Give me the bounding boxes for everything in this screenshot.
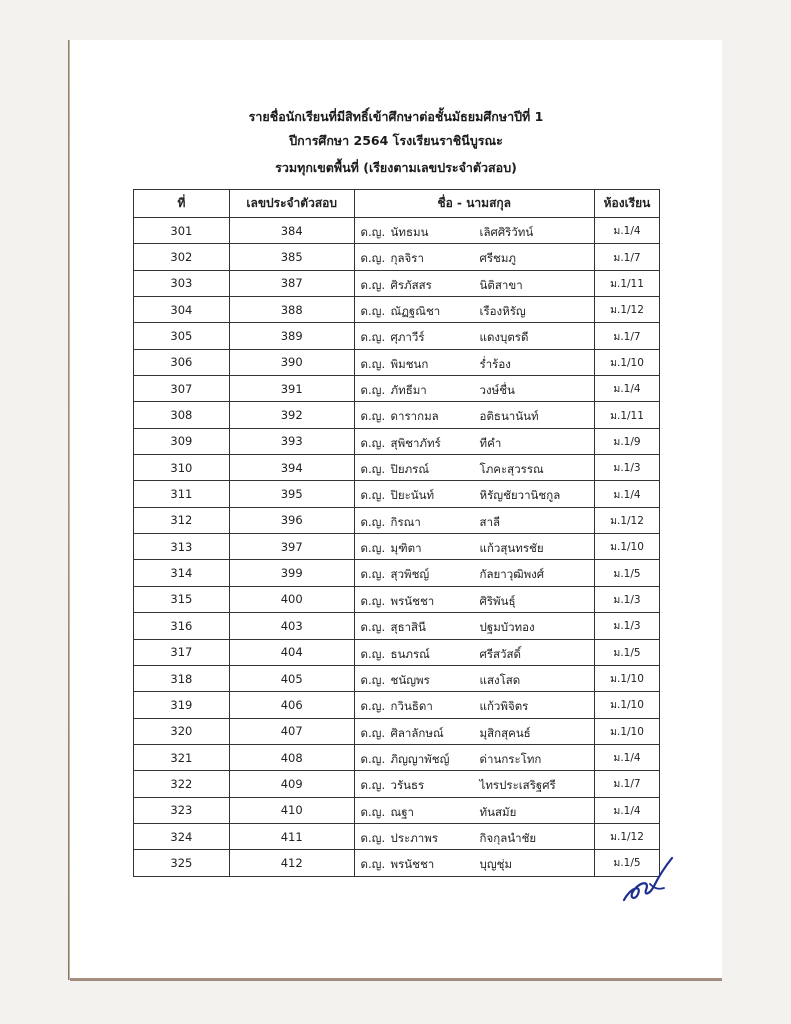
- cell-exam-id: 391: [229, 376, 354, 402]
- name-prefix: ด.ญ.: [360, 251, 386, 266]
- first-name: สุธาสินี: [390, 620, 426, 635]
- cell-room: ม.1/12: [595, 507, 660, 533]
- table-row: [134, 376, 660, 402]
- name-prefix: ด.ญ.: [360, 751, 386, 766]
- name-prefix: ด.ญ.: [360, 330, 386, 345]
- table-row: [134, 639, 660, 665]
- cell-no: 325: [134, 850, 230, 876]
- table-row: [134, 850, 660, 876]
- first-name: สุวพิชญ์: [390, 567, 430, 582]
- cell-exam-id: 405: [229, 665, 354, 691]
- cell-exam-id: 408: [229, 744, 354, 770]
- name-prefix: ด.ญ.: [360, 462, 386, 477]
- first-name: พิมชนก: [390, 356, 429, 371]
- last-name: สาลี: [479, 514, 501, 529]
- first-name: มุฑิตา: [390, 541, 422, 556]
- first-name: ศิลาลักษณ์: [390, 725, 444, 740]
- table-row: [134, 692, 660, 718]
- cell-no: 304: [134, 297, 230, 323]
- cell-no: 322: [134, 771, 230, 797]
- first-name: ศุภาวีร์: [390, 330, 425, 345]
- cell-name: [354, 639, 594, 665]
- cell-room: ม.1/12: [595, 297, 660, 323]
- first-name: นัทธมน: [390, 225, 429, 239]
- cell-exam-id: 387: [229, 270, 354, 296]
- cell-name: [354, 428, 594, 454]
- first-name: กุลจิรา: [390, 251, 424, 266]
- name-prefix: ด.ญ.: [360, 725, 386, 740]
- signature-icon: [620, 854, 676, 906]
- cell-name: [354, 218, 594, 244]
- cell-name: [354, 481, 594, 507]
- name-prefix: ด.ญ.: [360, 225, 386, 239]
- cell-name: [354, 297, 594, 323]
- last-name: หิรัญชัยวานิชกูล: [479, 488, 561, 503]
- cell-room: ม.1/5: [595, 850, 660, 876]
- table-row: [134, 823, 660, 849]
- table-header-row: [134, 190, 660, 218]
- cell-exam-id: 395: [229, 481, 354, 507]
- name-prefix: ด.ญ.: [360, 383, 386, 398]
- table-row: [134, 481, 660, 507]
- cell-exam-id: 384: [229, 218, 354, 244]
- cell-room: ม.1/5: [595, 560, 660, 586]
- cell-no: 323: [134, 797, 230, 823]
- table-row: [134, 323, 660, 349]
- first-name: ดารากมล: [390, 409, 439, 424]
- column-header-name: ชื่อ - นามสกุล: [354, 190, 594, 218]
- last-name: แก้วพิจิตร: [479, 699, 529, 714]
- name-prefix: ด.ญ.: [360, 804, 386, 819]
- name-prefix: ด.ญ.: [360, 514, 386, 529]
- table-row: [134, 297, 660, 323]
- cell-name: [354, 534, 594, 560]
- cell-name: [354, 376, 594, 402]
- first-name: พรนัชชา: [390, 593, 435, 608]
- paper-edge-bottom: [70, 978, 722, 981]
- last-name: แก้วสุนทรชัย: [479, 541, 544, 556]
- first-name: สุพิชาภัทร์: [390, 435, 441, 450]
- name-prefix: ด.ญ.: [360, 488, 386, 503]
- cell-room: ม.1/11: [595, 402, 660, 428]
- name-prefix: ด.ญ.: [360, 435, 386, 450]
- first-name: ภัทธีมา: [390, 383, 427, 398]
- cell-no: 313: [134, 534, 230, 560]
- cell-room: ม.1/3: [595, 455, 660, 481]
- cell-name: [354, 850, 594, 876]
- table-row: [134, 218, 660, 244]
- cell-no: 319: [134, 692, 230, 718]
- cell-exam-id: 389: [229, 323, 354, 349]
- cell-no: 302: [134, 244, 230, 270]
- table-row: [134, 560, 660, 586]
- table-row: [134, 534, 660, 560]
- last-name: ศิริพันธุ์: [479, 593, 516, 608]
- document-subtitle-year-school: ปีการศึกษา 2564 โรงเรียนราชินีบูรณะ: [289, 133, 503, 148]
- table-row: [134, 402, 660, 428]
- first-name: ประภาพร: [390, 830, 438, 845]
- cell-room: ม.1/10: [595, 718, 660, 744]
- cell-no: 305: [134, 323, 230, 349]
- last-name: ทันสมัย: [479, 804, 517, 819]
- last-name: บุญชุ่ม: [479, 857, 513, 872]
- name-prefix: ด.ญ.: [360, 277, 386, 292]
- last-name: เรืองหิรัญ: [479, 304, 526, 319]
- name-prefix: ด.ญ.: [360, 672, 386, 687]
- table-row: [134, 744, 660, 770]
- cell-room: ม.1/4: [595, 376, 660, 402]
- cell-exam-id: 397: [229, 534, 354, 560]
- cell-name: [354, 613, 594, 639]
- cell-name: [354, 823, 594, 849]
- cell-no: 301: [134, 218, 230, 244]
- cell-name: [354, 402, 594, 428]
- cell-room: ม.1/10: [595, 534, 660, 560]
- last-name: ปฐมบัวทอง: [479, 620, 535, 635]
- table-row: [134, 507, 660, 533]
- cell-room: ม.1/4: [595, 218, 660, 244]
- table-row: [134, 613, 660, 639]
- cell-name: [354, 507, 594, 533]
- cell-room: ม.1/11: [595, 270, 660, 296]
- cell-no: 308: [134, 402, 230, 428]
- student-table: [133, 189, 660, 877]
- table-row: [134, 718, 660, 744]
- cell-room: ม.1/4: [595, 481, 660, 507]
- cell-exam-id: 394: [229, 455, 354, 481]
- table-row: [134, 244, 660, 270]
- table-row: [134, 349, 660, 375]
- cell-room: ม.1/5: [595, 639, 660, 665]
- cell-exam-id: 385: [229, 244, 354, 270]
- last-name: ร่ำร้อง: [479, 356, 511, 371]
- cell-exam-id: 409: [229, 771, 354, 797]
- cell-exam-id: 412: [229, 850, 354, 876]
- cell-no: 303: [134, 270, 230, 296]
- table-row: [134, 586, 660, 612]
- column-header-exam-id: เลขประจำตัวสอบ: [229, 190, 354, 218]
- cell-room: ม.1/3: [595, 613, 660, 639]
- cell-no: 321: [134, 744, 230, 770]
- first-name: ปิยะนันท์: [390, 488, 435, 503]
- table-row: [134, 771, 660, 797]
- first-name: ภิญญาพัชญ์: [390, 751, 450, 766]
- last-name: เลิศศิริวัทน์: [479, 225, 534, 239]
- last-name: กิจกุลนำชัย: [479, 830, 537, 845]
- name-prefix: ด.ญ.: [360, 830, 386, 845]
- cell-no: 316: [134, 613, 230, 639]
- cell-no: 307: [134, 376, 230, 402]
- cell-exam-id: 393: [229, 428, 354, 454]
- cell-exam-id: 392: [229, 402, 354, 428]
- cell-exam-id: 390: [229, 349, 354, 375]
- cell-room: ม.1/7: [595, 771, 660, 797]
- first-name: ธนภรณ์: [390, 646, 430, 661]
- cell-room: ม.1/7: [595, 244, 660, 270]
- first-name: ชนัญพร: [390, 672, 430, 687]
- document-title: รายชื่อนักเรียนที่มีสิทธิ์เข้าศึกษาต่อชั้นมัธยมศึกษาปีที่ 1: [248, 109, 544, 124]
- table-row: [134, 665, 660, 691]
- first-name: กวินธิดา: [390, 699, 433, 714]
- cell-name: [354, 455, 594, 481]
- cell-no: 312: [134, 507, 230, 533]
- last-name: ไทรประเสริฐศรี: [479, 778, 556, 793]
- name-prefix: ด.ญ.: [360, 409, 386, 424]
- cell-no: 306: [134, 349, 230, 375]
- cell-exam-id: 400: [229, 586, 354, 612]
- cell-room: ม.1/10: [595, 692, 660, 718]
- name-prefix: ด.ญ.: [360, 620, 386, 635]
- last-name: ศรีชมภู: [479, 251, 516, 266]
- table-row: [134, 455, 660, 481]
- name-prefix: ด.ญ.: [360, 857, 386, 872]
- cell-name: [354, 718, 594, 744]
- cell-room: ม.1/4: [595, 744, 660, 770]
- cell-name: [354, 744, 594, 770]
- last-name: โภคะสุวรรณ: [479, 462, 544, 477]
- name-prefix: ด.ญ.: [360, 541, 386, 556]
- cell-no: 317: [134, 639, 230, 665]
- name-prefix: ด.ญ.: [360, 699, 386, 714]
- cell-room: ม.1/12: [595, 823, 660, 849]
- name-prefix: ด.ญ.: [360, 593, 386, 608]
- first-name: ปิยภรณ์: [390, 462, 430, 477]
- first-name: ณัฏฐณิชา: [390, 304, 441, 319]
- name-prefix: ด.ญ.: [360, 646, 386, 661]
- cell-room: ม.1/10: [595, 665, 660, 691]
- column-header-no: ที่: [134, 190, 230, 218]
- cell-room: ม.1/9: [595, 428, 660, 454]
- last-name: ทีคำ: [479, 435, 502, 450]
- table-row: [134, 797, 660, 823]
- cell-exam-id: 388: [229, 297, 354, 323]
- table-row: [134, 270, 660, 296]
- cell-room: ม.1/7: [595, 323, 660, 349]
- first-name: วรันธร: [390, 778, 425, 793]
- cell-name: [354, 586, 594, 612]
- last-name: อติธนานันท์: [479, 409, 539, 424]
- last-name: ศรีสวัสดิ์: [479, 646, 521, 661]
- first-name: ณฐา: [390, 804, 415, 819]
- cell-exam-id: 404: [229, 639, 354, 665]
- cell-exam-id: 411: [229, 823, 354, 849]
- cell-exam-id: 396: [229, 507, 354, 533]
- cell-no: 324: [134, 823, 230, 849]
- last-name: แสงโสด: [479, 672, 521, 687]
- last-name: มุสิกสุคนธ์: [479, 725, 531, 740]
- cell-name: [354, 797, 594, 823]
- cell-no: 320: [134, 718, 230, 744]
- last-name: ด่านกระโทก: [479, 751, 542, 766]
- cell-room: ม.1/10: [595, 349, 660, 375]
- column-header-room: ห้องเรียน: [595, 190, 660, 218]
- document-subtitle-sort: รวมทุกเขตพื้นที่ (เรียงตามเลขประจำตัวสอบ): [275, 160, 517, 175]
- cell-no: 311: [134, 481, 230, 507]
- first-name: ศิรภัสสร: [390, 277, 432, 292]
- first-name: กิรณา: [390, 514, 421, 529]
- last-name: นิติสาขา: [479, 277, 523, 292]
- name-prefix: ด.ญ.: [360, 304, 386, 319]
- table-row: [134, 428, 660, 454]
- cell-name: [354, 349, 594, 375]
- cell-name: [354, 270, 594, 296]
- cell-name: [354, 665, 594, 691]
- last-name: แดงบุตรดี: [479, 330, 529, 345]
- cell-exam-id: 399: [229, 560, 354, 586]
- name-prefix: ด.ญ.: [360, 778, 386, 793]
- cell-room: ม.1/3: [595, 586, 660, 612]
- cell-exam-id: 403: [229, 613, 354, 639]
- cell-name: [354, 323, 594, 349]
- cell-no: 315: [134, 586, 230, 612]
- cell-no: 309: [134, 428, 230, 454]
- first-name: พรนัชชา: [390, 857, 435, 872]
- cell-no: 314: [134, 560, 230, 586]
- cell-room: ม.1/4: [595, 797, 660, 823]
- last-name: วงษ์ชื่น: [479, 383, 515, 398]
- name-prefix: ด.ญ.: [360, 356, 386, 371]
- last-name: กัลยาวุฒิพงศ์: [479, 567, 545, 582]
- cell-name: [354, 560, 594, 586]
- cell-exam-id: 410: [229, 797, 354, 823]
- cell-name: [354, 692, 594, 718]
- cell-no: 318: [134, 665, 230, 691]
- cell-no: 310: [134, 455, 230, 481]
- cell-name: [354, 771, 594, 797]
- cell-exam-id: 407: [229, 718, 354, 744]
- name-prefix: ด.ญ.: [360, 567, 386, 582]
- cell-exam-id: 406: [229, 692, 354, 718]
- cell-name: [354, 244, 594, 270]
